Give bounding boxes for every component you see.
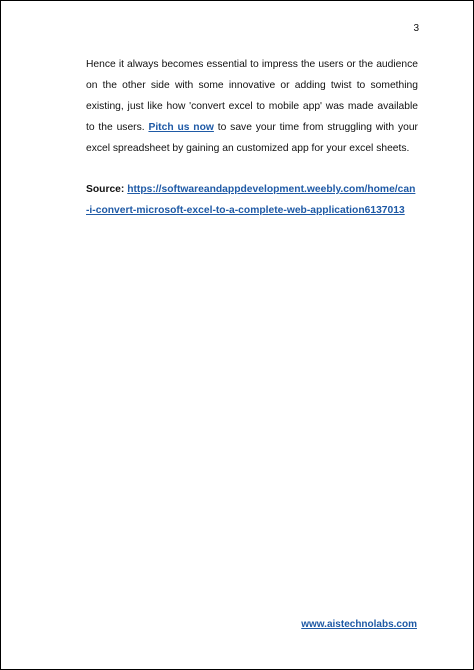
paragraph-text: Hence it always becomes essential to impress the users or the audience on the other side with some innovative or adding twist to something existing, just like how 'convert excel to mobile app' was made available to the users. <box>86 59 418 133</box>
page-number: 3 <box>413 23 419 34</box>
source-url-link[interactable]: https://softwareandappdevelopment.weebly.com/home/can-i-convert-microsoft-excel-to-a-complete-web-application6137013 <box>86 184 416 216</box>
source-block <box>86 179 418 221</box>
pitch-us-now-link[interactable]: Pitch us now <box>148 122 214 133</box>
paragraph-text-end: to save your time from struggling with your excel spreadsheet by gaining an customized app for your excel sheets. <box>86 122 418 154</box>
source-label: Source: <box>86 184 125 195</box>
footer-website-link[interactable]: www.aistechnolabs.com <box>301 619 417 630</box>
body-paragraph <box>86 54 418 159</box>
